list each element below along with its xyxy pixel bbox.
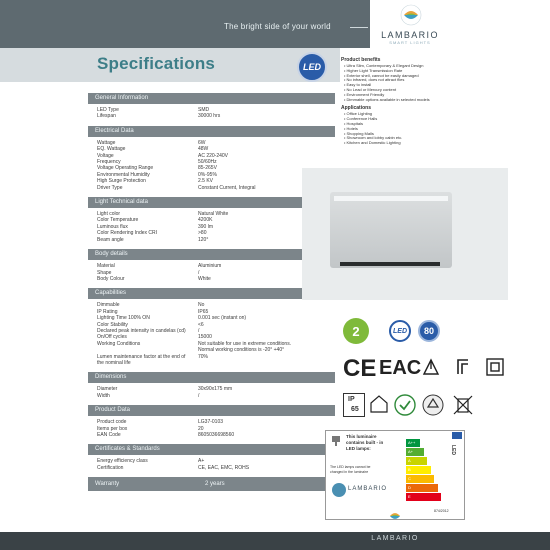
spec-value: 0.001 sec (instant on) [198, 315, 247, 322]
spec-row [88, 113, 335, 119]
benefits-column [341, 57, 521, 146]
spec-row [88, 276, 335, 282]
led-badge [297, 52, 327, 82]
spec-value: 120° [198, 236, 209, 243]
spec-key: Luminous flux [97, 223, 128, 230]
section-rows [88, 455, 335, 474]
list-item: • Hotels [341, 127, 521, 132]
brand-subtitle: SMART LIGHTS [389, 40, 431, 45]
spec-value: / [198, 327, 200, 334]
spec-value: >80 [198, 230, 207, 237]
list-item: • Hospitals [341, 122, 521, 127]
label-brand: LAMBARIO [348, 486, 388, 492]
tagline: The bright side of your world [224, 22, 331, 31]
spec-value: 70% [198, 353, 209, 360]
list-item: • Environment Friendly [341, 93, 521, 98]
spec-value: Aluminium [198, 263, 222, 270]
warranty-years: 2 [352, 323, 360, 339]
cri-value: 80 [423, 326, 434, 336]
label-brand-logo-icon [332, 483, 346, 497]
class-ii-icon [452, 356, 474, 378]
spec-value: <6 [198, 321, 204, 328]
list-item: • No infrared, does not attract flies [341, 78, 521, 83]
spec-value: CE, EAC, EMC, ROHS [198, 464, 250, 471]
list-item: • Office Lighting [341, 112, 521, 117]
section-heading: Body details [88, 249, 335, 260]
led-round-text: LED [393, 327, 407, 335]
spec-key: Color Temperature [97, 217, 139, 224]
footer-logo-icon [387, 508, 403, 524]
spec-value: Not suitable for use in extreme conditions. [198, 340, 292, 347]
spec-key: Voltage Operating Range [97, 165, 154, 172]
spec-key: Shape [97, 269, 112, 276]
protection-class-icon [484, 356, 506, 378]
spec-row [88, 237, 335, 243]
spec-key: Color Stability [97, 321, 128, 328]
energy-class-bar: E [406, 493, 441, 501]
section-rows [88, 208, 335, 246]
spec-value: 15000 [198, 334, 212, 341]
list-item: • No Lead or Mercury content [341, 88, 521, 93]
list-item: • Showroom and lobby cabin etc. [341, 136, 521, 141]
spec-value: LG37-0103 [198, 419, 224, 426]
section-heading: Dimensions [88, 372, 335, 383]
spec-key: Driver Type [97, 184, 123, 191]
spec-key: Lifespan [97, 113, 116, 120]
led-round-badge [389, 320, 411, 342]
spec-key: Wattage [97, 139, 116, 146]
rohs-icon [393, 393, 417, 417]
spec-key: Energy efficiency class [97, 458, 148, 465]
weee-bin-icon [451, 393, 475, 417]
header [0, 0, 550, 48]
list-item: • Conference Halls [341, 117, 521, 122]
spec-value: IP65 [198, 308, 209, 315]
wall-lamp-image [330, 192, 452, 268]
spec-key: Environmental Humidity [97, 171, 150, 178]
label-text-1: This luminaire [346, 434, 377, 439]
applications-title: Applications [341, 105, 372, 112]
spec-key: Width [97, 392, 110, 399]
spec-table [88, 90, 335, 491]
spec-key: Body Colour [97, 275, 125, 282]
recycle-icon [421, 393, 445, 417]
ip-label: IP [348, 396, 355, 403]
energy-class-bar: B [406, 466, 431, 474]
spec-key: Frequency [97, 159, 121, 166]
spec-value: 20 [198, 425, 204, 432]
brand-name: LAMBARIO [381, 30, 439, 40]
spec-value: 8605036698560 [198, 432, 235, 438]
spec-key: Certification [97, 464, 124, 471]
label-text-3: LED lamps: [346, 446, 371, 451]
spec-key: Material [97, 263, 115, 270]
section-heading: General Information [88, 93, 335, 104]
spec-value: 50/60Hz [198, 159, 217, 166]
led-badge-text: LED [303, 62, 321, 72]
warranty-badge [343, 318, 369, 344]
section-heading: Light Technical data [88, 197, 335, 208]
section-heading: Product Data [88, 405, 335, 416]
spec-value: Normal working conditions is -20° +40° [198, 347, 285, 354]
spec-key: Items per box [97, 425, 128, 432]
lambario-logo-icon [400, 4, 422, 26]
spec-key: IP Rating [97, 308, 118, 315]
warranty-label: Warranty [95, 481, 120, 488]
lamp-top-glow [334, 196, 448, 201]
section-heading: Capabilities [88, 288, 335, 299]
title-bar [0, 48, 340, 82]
spec-value: 30000 hrs [198, 113, 221, 120]
list-item: • Ultra Slim, Contemporary & Elegant Design [341, 64, 521, 69]
lamp-symbol-icon [420, 356, 442, 378]
page-title: Specifications [97, 54, 216, 73]
luminaire-icon [330, 435, 342, 447]
warranty-value: 2 years [205, 481, 225, 488]
spec-value: No [198, 302, 205, 309]
label-note: The LED lamps cannot be changed in the luminaire [330, 465, 371, 474]
spec-key: the nominal life [97, 359, 131, 366]
applications-list [341, 112, 521, 146]
spec-row [88, 465, 335, 471]
spec-key: Diameter [97, 386, 118, 393]
list-item: • Higher Light Transmission Rate [341, 69, 521, 74]
spec-key: Lumen maintenance factor at the end of [97, 353, 186, 360]
label-text-2: contains built - in [346, 440, 384, 445]
spec-value: 6W [198, 139, 206, 146]
spec-key: Dimmable [97, 302, 120, 309]
spec-row [88, 432, 335, 438]
energy-class-bar: A [406, 457, 427, 465]
spec-key: On/Off cycles [97, 334, 127, 341]
energy-class-bars [406, 439, 446, 504]
spec-row [88, 185, 335, 191]
spec-value: / [198, 392, 200, 399]
spec-key: Declared peak intensity in candelas (cd) [97, 327, 186, 334]
spec-value: 0%-95% [198, 171, 217, 178]
spec-value: 30x90x175 mm [198, 386, 233, 393]
warranty-row [88, 477, 335, 491]
list-item: • Kitchen and Domestic Lighting [341, 141, 521, 146]
spec-key: Beam angle [97, 236, 124, 243]
spec-value: Natural White [198, 211, 229, 218]
list-item: • Shopping Malls [341, 132, 521, 137]
footer-brand: LAMBARIO [371, 535, 419, 542]
indoor-use-icon [368, 393, 390, 415]
spec-value: AC 220-240V [198, 152, 229, 159]
benefits-title: Product benefits [341, 57, 381, 63]
energy-class-bar: A+ [406, 448, 424, 456]
section-rows [88, 299, 335, 369]
energy-label [325, 430, 465, 520]
spec-key: Light color [97, 211, 121, 218]
spec-key: Working Conditions [97, 340, 141, 347]
label-led: LED [450, 445, 456, 455]
spec-key: Product code [97, 419, 127, 426]
spec-value: 48W [198, 146, 209, 153]
energy-class-bar: D [406, 484, 438, 492]
spec-value: 85-265V [198, 165, 217, 172]
spec-key: EAN Code [97, 432, 121, 438]
ip-rating-box [343, 393, 365, 417]
spec-value: SMD [198, 107, 210, 113]
spec-key: Lighting Time 100% ON [97, 315, 150, 322]
spec-value: A+ [198, 458, 205, 465]
spec-value [198, 360, 335, 366]
ip-number: 65 [351, 406, 359, 413]
section-rows [88, 416, 335, 441]
ce-mark: CE [343, 355, 377, 382]
list-item: • Easy to install [341, 83, 521, 88]
spec-key: High Surge Protection [97, 178, 146, 185]
list-item: • Exterior shell, cannot be easily damaged [341, 74, 521, 79]
cri-badge [418, 320, 440, 342]
spec-key: LED Type [97, 107, 119, 113]
spec-row [88, 393, 335, 399]
energy-class-bar: A++ [406, 439, 420, 447]
benefits-list [341, 64, 521, 102]
section-rows [88, 104, 335, 123]
spec-value: 390 lm [198, 223, 214, 230]
eu-flag-icon [452, 432, 462, 439]
spec-row [88, 360, 335, 366]
lamp-bottom-slot [340, 262, 440, 266]
list-item: • Dimmable options available in selected models [341, 98, 521, 103]
spec-key: Color Rendering Index CRI [97, 230, 158, 237]
section-rows [88, 137, 335, 194]
spec-key: Voltage [97, 152, 114, 159]
tagline-rule [350, 27, 368, 28]
spec-value: / [198, 269, 200, 276]
footer-band [0, 532, 550, 550]
energy-class-bar: C [406, 475, 434, 483]
spec-value: White [198, 275, 211, 282]
spec-value: 2.5 KV [198, 178, 214, 185]
spec-key: EQ. Wattage [97, 146, 126, 153]
label-code: 874/2012 [434, 509, 449, 513]
section-rows [88, 260, 335, 285]
eac-mark: EAC [379, 357, 422, 379]
section-rows [88, 383, 335, 402]
spec-value: 4200K [198, 217, 213, 224]
section-heading: Certificates & Standards [88, 444, 335, 455]
section-heading: Electrical Data [88, 126, 335, 137]
spec-value: Constant Current, Integral [198, 184, 256, 191]
